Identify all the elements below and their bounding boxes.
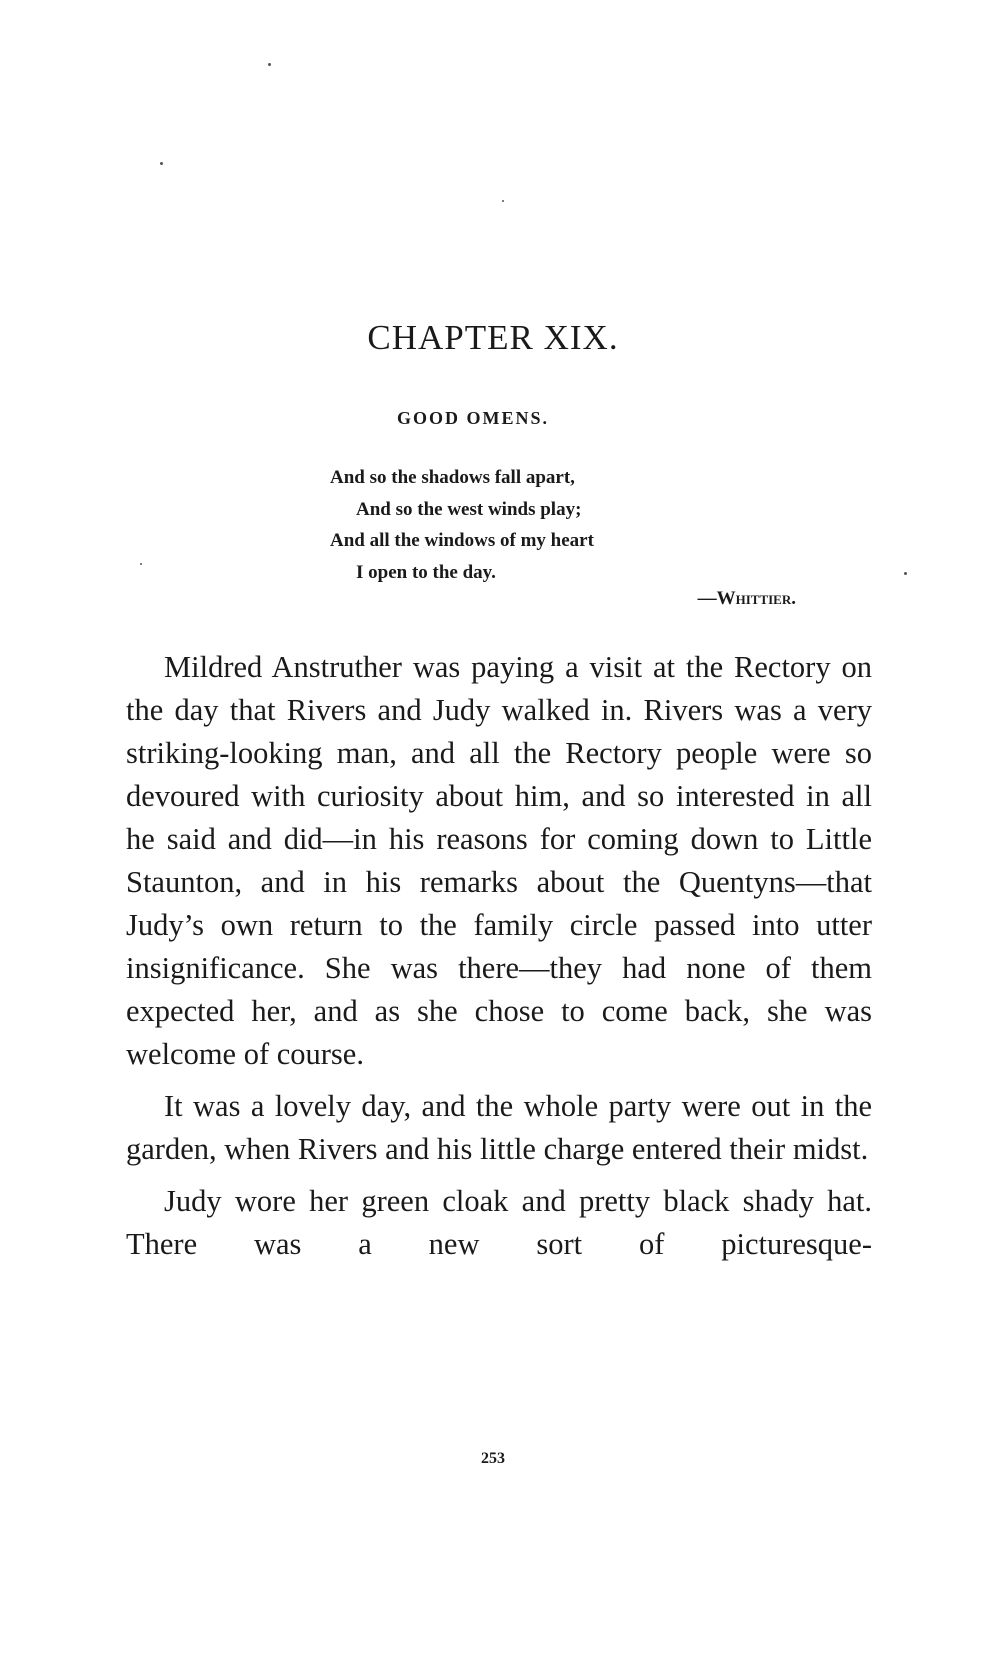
body-text — [126, 646, 872, 1266]
scan-speck — [502, 200, 504, 202]
scan-speck — [140, 563, 142, 565]
chapter-title: CHAPTER XIX. — [367, 318, 619, 357]
chapter-subtitle: GOOD OMENS. — [397, 408, 550, 428]
scan-speck — [904, 572, 907, 575]
epigraph-attribution — [698, 588, 796, 610]
page-number: 253 — [481, 1450, 505, 1467]
epigraph — [330, 462, 594, 588]
epigraph-line: And so the west winds play; — [356, 498, 582, 520]
epigraph-line: And all the windows of my heart — [330, 530, 594, 551]
attribution-text: —Whittier. — [697, 588, 796, 609]
paragraph: Judy wore her green cloak and pretty black shady hat. There was a new sort of picturesque- — [126, 1184, 872, 1261]
scan-speck — [160, 162, 163, 165]
epigraph-line: I open to the day. — [356, 561, 496, 583]
paragraph: Mildred Anstruther was paying a visit at the Rectory on the day that Rivers and Judy walked in. Rivers was a very striking-looking man, and all the Rectory people were so devoured with curiosity about him, and so interested in all he said and did—in his reasons for coming down to Little Staunton, and in his remarks about the Quentyns—that Judy’s own return to the family circle passed into utter insignificance. She was there—they had none of them expected her, and as she chose to come back, she was welcome of course. — [126, 650, 872, 1071]
epigraph-line: And so the shadows fall apart, — [330, 467, 575, 488]
paragraph: It was a lovely day, and the whole party were out in the garden, when Rivers and his little charge entered their midst. — [126, 1089, 872, 1166]
scan-speck — [268, 63, 271, 66]
